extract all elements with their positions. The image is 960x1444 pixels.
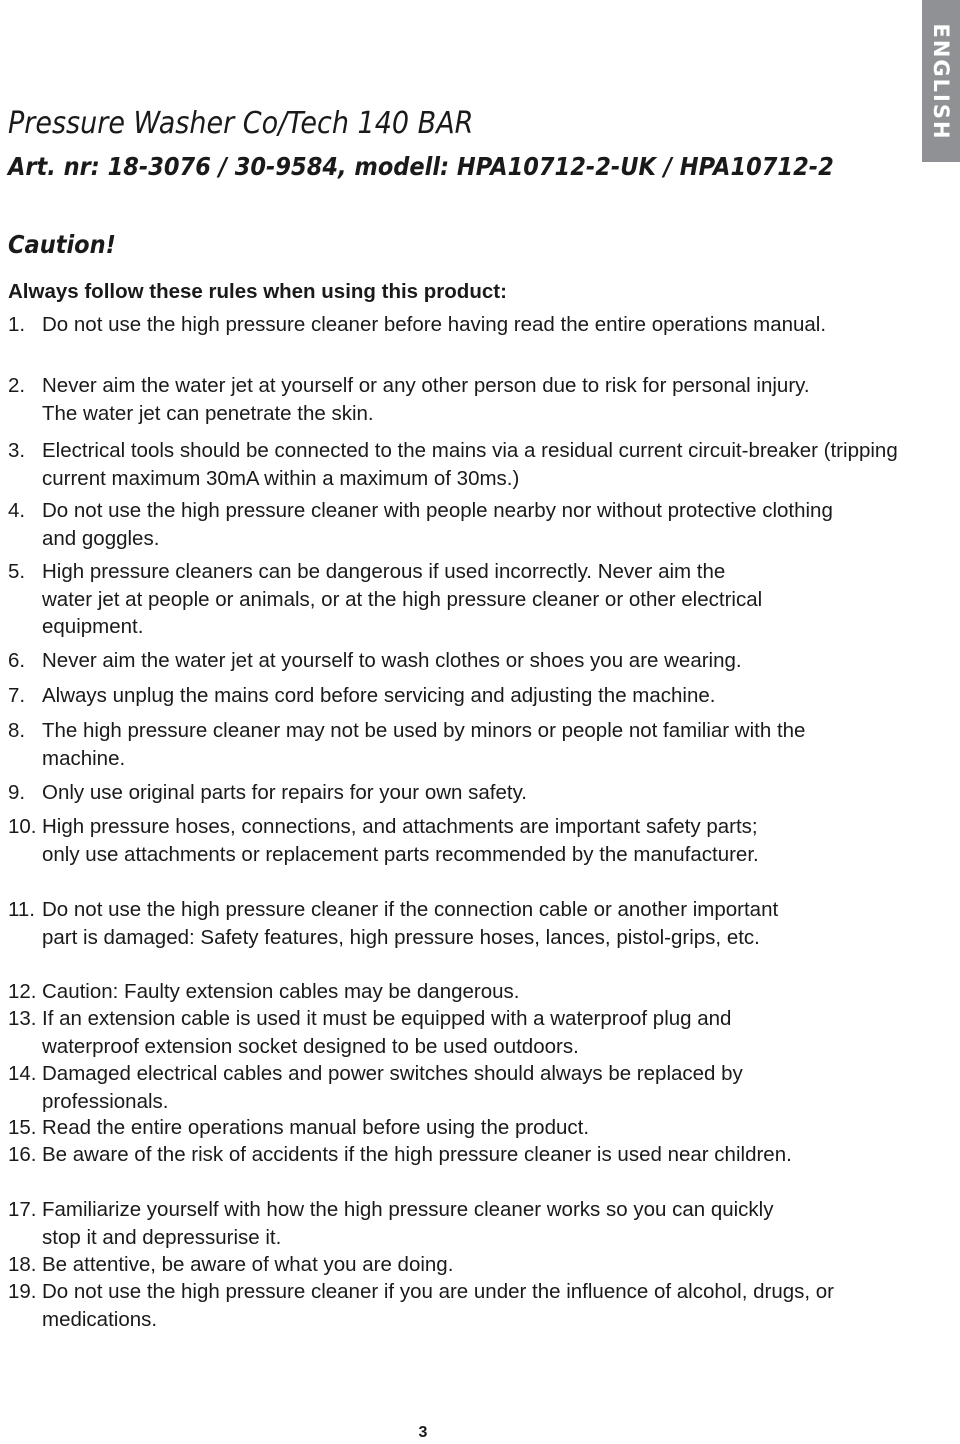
rule-number: 16. [8, 1143, 37, 1166]
rule-text: Do not use the high pressure cleaner before having read the entire operations manual. [42, 313, 827, 336]
rule-number: 6. [8, 649, 26, 672]
rules-heading: Always follow these rules when using this product: [8, 280, 507, 303]
rule-text: Caution: Faulty extension cables may be dangerous. [42, 980, 520, 1003]
rule-number: 2. [8, 374, 26, 397]
rule-text: Do not use the high pressure cleaner with people nearby nor without protective clothing and goggles. [42, 499, 833, 550]
rule-text: The high pressure cleaner may not be used by minors or people not familiar with the machine. [42, 719, 806, 770]
rule-number: 3. [8, 439, 26, 462]
safety-rule-10 [8, 813, 908, 868]
rule-text: Electrical tools should be connected to the mains via a residual current circuit-breaker (tripping current maximum 30mA within a maximum of 30ms.) [42, 439, 898, 490]
safety-rule-16 [8, 1141, 908, 1169]
rule-number: 18. [8, 1253, 37, 1276]
safety-rule-6 [8, 647, 908, 675]
rule-text: Read the entire operations manual before using the product. [42, 1116, 590, 1139]
rule-text: High pressure hoses, connections, and attachments are important safety parts; only use attachments or replacement parts recommended by the manufacturer. [42, 815, 759, 866]
rule-number: 11. [8, 898, 35, 921]
rule-text: Never aim the water jet at yourself or any other person due to risk for personal injury. The water jet can penetrate the skin. [42, 374, 810, 425]
rule-number: 10. [8, 815, 37, 838]
rule-number: 15. [8, 1116, 37, 1139]
safety-rule-7 [8, 682, 908, 710]
rule-number: 17. [8, 1198, 37, 1221]
safety-rule-8 [8, 717, 908, 772]
rule-text: Never aim the water jet at yourself to wash clothes or shoes you are wearing. [42, 649, 742, 672]
safety-rule-17 [8, 1196, 908, 1251]
rule-number: 14. [8, 1062, 37, 1085]
page-title: Pressure Washer Co/Tech 140 BAR [8, 106, 474, 141]
rule-number: 8. [8, 719, 26, 742]
safety-rule-2 [8, 372, 908, 427]
rule-text: Be aware of the risk of accidents if the high pressure cleaner is used near children. [42, 1143, 792, 1166]
rule-text: Familiarize yourself with how the high pressure cleaner works so you can quickly stop it and depressurise it. [42, 1198, 774, 1249]
caution-heading: Caution! [8, 230, 116, 259]
rule-number: 13. [8, 1007, 37, 1030]
safety-rule-5 [8, 558, 908, 641]
safety-rule-15 [8, 1114, 908, 1142]
rule-text: Do not use the high pressure cleaner if the connection cable or another important part is damaged: Safety features, high pressure hoses, lances, pistol-grips, etc. [42, 898, 779, 949]
rule-text: Damaged electrical cables and power switches should always be replaced by professionals. [42, 1062, 743, 1113]
rule-number: 7. [8, 684, 26, 707]
safety-rule-13 [8, 1005, 908, 1060]
rule-text: Do not use the high pressure cleaner if you are under the influence of alcohol, drugs, or medications. [42, 1280, 835, 1331]
page-number: 3 [418, 1424, 428, 1441]
safety-rule-1 [8, 311, 908, 339]
rule-number: 5. [8, 560, 26, 583]
rule-number: 4. [8, 499, 26, 522]
safety-rule-9 [8, 779, 908, 807]
rule-text: If an extension cable is used it must be equipped with a waterproof plug and waterproof extension socket designed to be used outdoors. [42, 1007, 732, 1058]
safety-rule-14 [8, 1060, 908, 1115]
rule-number: 12. [8, 980, 37, 1003]
rule-number: 1. [8, 313, 26, 336]
rule-text: Always unplug the mains cord before servicing and adjusting the machine. [42, 684, 716, 707]
language-tab [922, 0, 960, 162]
rule-number: 9. [8, 781, 26, 804]
language-tab-label: ENGLISH [929, 23, 953, 141]
safety-rule-3 [8, 437, 908, 492]
safety-rule-11 [8, 896, 908, 951]
safety-rule-12 [8, 978, 908, 1006]
rule-text: Be attentive, be aware of what you are doing. [42, 1253, 454, 1276]
safety-rule-19 [8, 1278, 908, 1333]
rule-text: Only use original parts for repairs for your own safety. [42, 781, 527, 804]
rule-number: 19. [8, 1280, 37, 1303]
safety-rule-18 [8, 1251, 908, 1279]
safety-rule-4 [8, 497, 908, 552]
article-number: Art. nr: 18-3076 / 30-9584, modell: HPA10712-2-UK / HPA10712-2 [8, 152, 834, 181]
rule-text: High pressure cleaners can be dangerous if used incorrectly. Never aim the water jet at people or animals, or at the high pressure cleaner or other electrical equipment. [42, 560, 763, 638]
